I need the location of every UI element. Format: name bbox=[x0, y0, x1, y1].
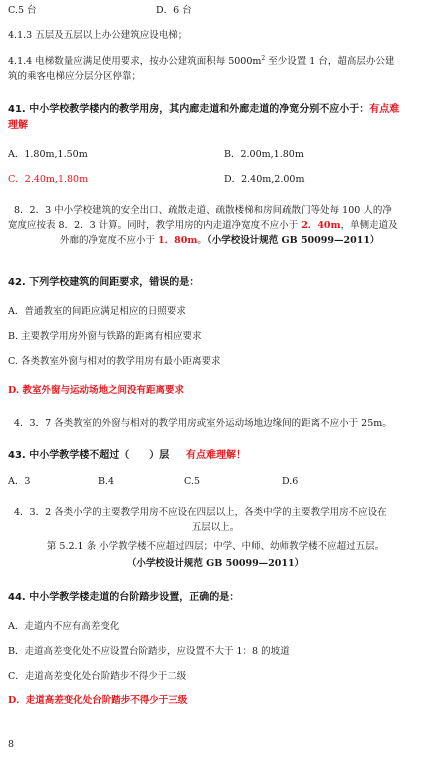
q41-option-d: D．2.40m,2.00m bbox=[224, 174, 305, 185]
q44-option-b: B．走道高差变化处不应设置台阶踏步，应设置不大于 1：8 的坡道 bbox=[8, 646, 290, 657]
q41-explanation-line2: 宽度应按表 8．2．3 计算。同时，教学用房的内走道净宽度不应小于 2．40m，单侧走道及 bbox=[8, 220, 398, 231]
q43-option-c: C.5 bbox=[184, 476, 200, 487]
question-42-title: 42. 下列学校建筑的间距要求，错误的是： bbox=[8, 277, 200, 288]
q42-option-d-answer: D. 教室外窗与运动场地之间没有距离要求 bbox=[8, 385, 185, 396]
option-d: D．6 台 bbox=[156, 5, 192, 16]
q44-option-c: C．走道高差变化处台阶踏步不得少于二级 bbox=[8, 671, 187, 682]
question-43-title: 43. 中小学教学楼不超过（ ）层 bbox=[8, 450, 170, 461]
q43-option-d: D.6 bbox=[282, 476, 299, 487]
q41-option-a: A．1.80m,1.50m bbox=[8, 149, 88, 160]
q44-option-d-answer: D．走道高差变化处台阶踏步不得少于三级 bbox=[8, 695, 188, 706]
q42-explanation: 4．3．7 各类教室的外窗与相对的教学用房或室外运动场地边缘间的距离不应小于 25m。 bbox=[14, 418, 392, 429]
option-c: C.5 台 bbox=[8, 5, 37, 16]
q41-explanation-line1: 8．2．3 中小学校建筑的安全出口、疏散走道、疏散楼梯和房间疏散门等处每 100 人的净 bbox=[14, 205, 392, 216]
difficulty-tag: 有点难 bbox=[369, 104, 400, 115]
q43-explanation-line2: 五层以上。 bbox=[191, 522, 240, 533]
q43-option-a: A．3 bbox=[8, 476, 31, 487]
q41-option-b: B．2.00m,1.80m bbox=[224, 149, 304, 160]
q42-option-c: C. 各类教室外窗与相对的教学用房有最小距离要求 bbox=[8, 356, 221, 367]
q41-explanation-line3: 外廊的净宽度不应小于 1．80m。（小学校设计规范 GB 50099—2011） bbox=[60, 235, 380, 246]
q42-option-b: B. 主要教学用房外窗与铁路的距离有相应要求 bbox=[8, 331, 202, 342]
q42-option-a: A．普通教室的间距应满足相应的日照要求 bbox=[8, 306, 186, 317]
question-44-title: 44. 中小学教学楼走道的台阶踏步设置，正确的是： bbox=[8, 592, 240, 603]
q43-explanation-line3: 第 5.2.1 条 小学教学楼不应超过四层；中学、中师、幼师教学楼不应超过五层。 bbox=[46, 541, 385, 552]
q43-option-b: B.4 bbox=[98, 476, 115, 487]
q41-option-c-answer: C．2.40m,1.80m bbox=[8, 174, 89, 185]
q43-difficulty-tag: 有点难理解！ bbox=[186, 450, 246, 461]
difficulty-tag-cont: 理解 bbox=[8, 120, 28, 131]
clause-4-1-3: 4.1.3 五层及五层以上办公建筑应设电梯； bbox=[8, 30, 188, 41]
page-number: 8 bbox=[8, 739, 15, 750]
clause-4-1-4-line1: 4.1.4 电梯数量应满足使用要求，按办公建筑面积每 $5000m^2$ 至少设置 1 台，超高层办公建 bbox=[8, 54, 395, 67]
q44-option-a: A．走道内不应有高差变化 bbox=[8, 621, 120, 632]
q43-explanation-line1: 4．3．2 各类小学的主要教学用房不应设在四层以上，各类中学的主要教学用房不应设在 bbox=[14, 507, 387, 518]
question-41-title: 41. 中小学校教学楼内的教学用房，其内廊走道和外廊走道的净宽分别不应小于：有点难 bbox=[8, 104, 400, 115]
clause-4-1-4-line2: 筑的乘客电梯应分层分区停靠； bbox=[8, 71, 142, 82]
q43-explanation-source: （小学校设计规范 GB 50099—2011） bbox=[126, 558, 305, 569]
